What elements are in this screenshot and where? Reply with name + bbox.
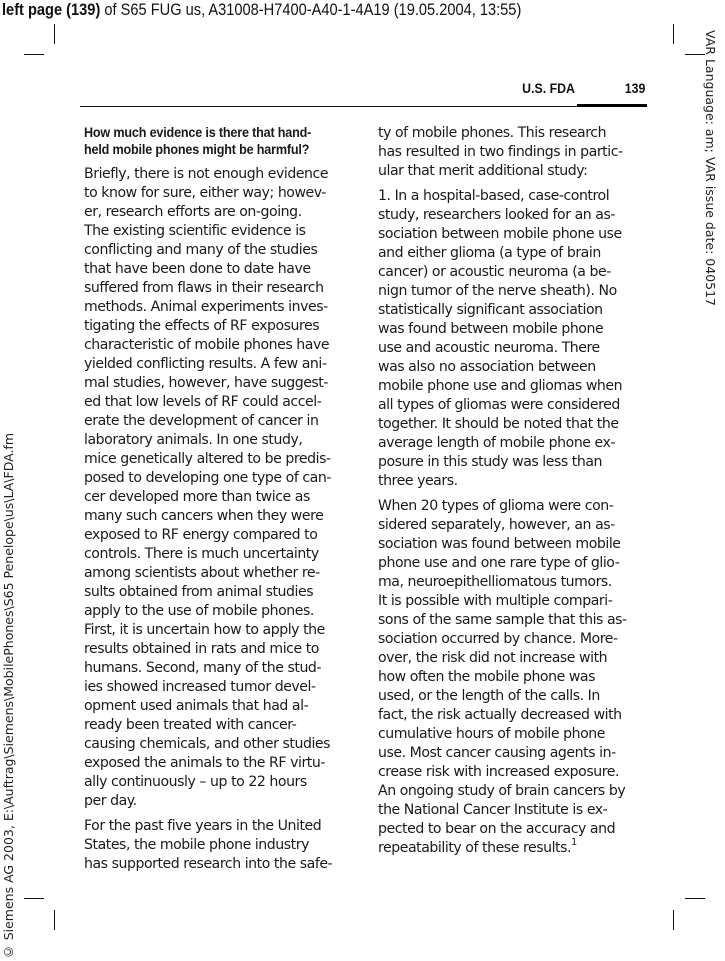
- paragraph-findings-intro: [378, 124, 660, 181]
- text-line: crease risk with increased exposure.: [378, 764, 619, 780]
- text-line: statistically significant association: [378, 302, 603, 318]
- right-column: [378, 124, 660, 864]
- text-line: has resulted in two findings in partic-: [378, 144, 623, 160]
- page-number-rule: [577, 104, 647, 107]
- text-line: cumulative hours of mobile phone: [378, 726, 605, 742]
- text-line: mobile phone use and gliomas when: [378, 378, 623, 394]
- crop-mark-top-left-horizontal: [24, 54, 44, 55]
- text-line: exposed the animals to the RF virtu-: [84, 755, 325, 771]
- text-line: It is possible with multiple compari-: [378, 593, 613, 609]
- text-line: sociation between mobile phone use: [378, 226, 622, 242]
- print-job-page-label: left page (139): [2, 0, 101, 19]
- text-line: the National Cancer Institute is ex-: [378, 802, 608, 818]
- text-line: pected to bear on the accuracy and: [378, 821, 616, 837]
- crop-mark-top-left-vertical: [54, 24, 55, 44]
- footnote-marker[interactable]: 1: [571, 837, 577, 849]
- text-line: apply to the use of mobile phones.: [84, 603, 314, 619]
- text-line: er, research efforts are on-going.: [84, 204, 302, 220]
- text-line: over, the risk did not increase with: [378, 650, 608, 666]
- crop-mark-bottom-left-horizontal: [24, 898, 44, 899]
- heading-line: held mobile phones might be harmful?: [84, 141, 310, 157]
- crop-mark-bottom-right-horizontal: [685, 898, 705, 899]
- paragraph-industry-research: [84, 817, 366, 874]
- text-line: suffered from flaws in their research: [84, 280, 324, 296]
- text-line: sociation occurred by chance. More-: [378, 631, 618, 647]
- text-line: phone use and one rare type of glio-: [378, 555, 620, 571]
- text-line: was found between mobile phone: [378, 321, 604, 337]
- text-line: fact, the risk actually decreased with: [378, 707, 622, 723]
- crop-mark-bottom-left-vertical: [54, 910, 55, 930]
- text-line: characteristic of mobile phones have: [84, 337, 330, 353]
- header-rule: [80, 106, 647, 107]
- text-line: 1. In a hospital-based, case-control: [378, 188, 610, 204]
- text-line: results obtained in rats and mice to: [84, 641, 319, 657]
- text-line: conflicting and many of the studies: [84, 242, 318, 258]
- print-job-header: [2, 0, 521, 20]
- text-line: nign tumor of the nerve sheath). No: [378, 283, 617, 299]
- text-line: sons of the same sample that this as-: [378, 612, 627, 628]
- copyright-file-path: © Siemens AG 2003, E:\Auftrag\Siemens\MobilePhones\S65 Penelope\us\LA\FDA.fm: [1, 432, 16, 959]
- text-line-with-footnote: [378, 839, 660, 858]
- text-line: yielded conflicting results. A few ani-: [84, 356, 327, 372]
- crop-mark-top-right-horizontal: [685, 54, 705, 55]
- section-title: U.S. FDA: [522, 80, 575, 96]
- text-line: controls. There is much uncertainty: [84, 546, 319, 562]
- text-line: When 20 types of glioma were con-: [378, 498, 614, 514]
- text-line: exposed to RF energy compared to: [84, 527, 318, 543]
- text-line: sidered separately, however, an as-: [378, 517, 615, 533]
- text-line: tigating the effects of RF exposures: [84, 318, 320, 334]
- heading-line: How much evidence is there that hand-: [84, 124, 312, 140]
- text-line: causing chemicals, and other studies: [84, 736, 331, 752]
- text-line: mice genetically altered to be predis-: [84, 451, 331, 467]
- text-line: cer developed more than twice as: [84, 489, 310, 505]
- text-line: erate the development of cancer in: [84, 413, 319, 429]
- text-line: For the past five years in the United: [84, 818, 322, 834]
- text-line: many such cancers when they were: [84, 508, 324, 524]
- text-line: humans. Second, many of the stud-: [84, 660, 322, 676]
- text-line: An ongoing study of brain cancers by: [378, 783, 626, 799]
- text-line: opment used animals that had al-: [84, 698, 309, 714]
- text-line: among scientists about whether re-: [84, 565, 320, 581]
- text-line: posure in this study was less than: [378, 454, 603, 470]
- crop-mark-bottom-right-vertical: [673, 910, 674, 930]
- running-header: [80, 78, 647, 102]
- text-line: posed to developing one type of can-: [84, 470, 331, 486]
- text-line: States, the mobile phone industry: [84, 837, 309, 853]
- text-line: study, researchers looked for an as-: [378, 207, 615, 223]
- text-line: repeatability of these results.: [378, 840, 572, 856]
- text-line: First, it is uncertain how to apply the: [84, 622, 325, 638]
- section-heading: [84, 124, 366, 158]
- page-number: 139: [624, 80, 645, 96]
- text-line: ies showed increased tumor devel-: [84, 679, 316, 695]
- text-line: together. It should be noted that the: [378, 416, 619, 432]
- crop-mark-top-right-vertical: [673, 24, 674, 44]
- text-line: to know for sure, either way; howev-: [84, 185, 326, 201]
- text-line: average length of mobile phone ex-: [378, 435, 616, 451]
- left-column: [84, 124, 366, 880]
- text-line: mal studies, however, have suggest-: [84, 375, 329, 391]
- text-line: use and acoustic neuroma. There: [378, 340, 600, 356]
- text-line: sults obtained from animal studies: [84, 584, 314, 600]
- text-line: all types of gliomas were considered: [378, 397, 620, 413]
- text-line: The existing scientific evidence is: [84, 223, 306, 239]
- print-job-details: of S65 FUG us, A31008-H7400-A40-1-4A19 (19.05.2004, 13:55): [100, 0, 522, 19]
- text-line: methods. Animal experiments inves-: [84, 299, 328, 315]
- text-line: use. Most cancer causing agents in-: [378, 745, 616, 761]
- text-line: ed that low levels of RF could accel-: [84, 394, 322, 410]
- text-line: ma, neuroepithelliomatous tumors.: [378, 574, 612, 590]
- text-line: ally continuously – up to 22 hours: [84, 774, 307, 790]
- text-line: three years.: [378, 473, 458, 489]
- paragraph-glioma-types: [378, 497, 660, 858]
- text-line: cancer) or acoustic neuroma (a be-: [378, 264, 611, 280]
- text-line: ular that merit additional study:: [378, 163, 588, 179]
- var-language-note: VAR Language: am; VAR issue date: 040517: [703, 30, 718, 306]
- text-line: used, or the length of the calls. In: [378, 688, 600, 704]
- text-line: laboratory animals. In one study,: [84, 432, 303, 448]
- text-line: that have been done to date have: [84, 261, 311, 277]
- text-line: was also no association between: [378, 359, 596, 375]
- text-line: sociation was found between mobile: [378, 536, 621, 552]
- paragraph-finding-1: [378, 187, 660, 491]
- text-line: how often the mobile phone was: [378, 669, 595, 685]
- text-line: Briefly, there is not enough evidence: [84, 166, 329, 182]
- text-line: ready been treated with cancer-: [84, 717, 297, 733]
- text-line: has supported research into the safe-: [84, 856, 333, 872]
- paragraph-evidence: [84, 165, 366, 811]
- text-line: ty of mobile phones. This research: [378, 125, 607, 141]
- text-line: per day.: [84, 793, 137, 809]
- text-line: and either glioma (a type of brain: [378, 245, 601, 261]
